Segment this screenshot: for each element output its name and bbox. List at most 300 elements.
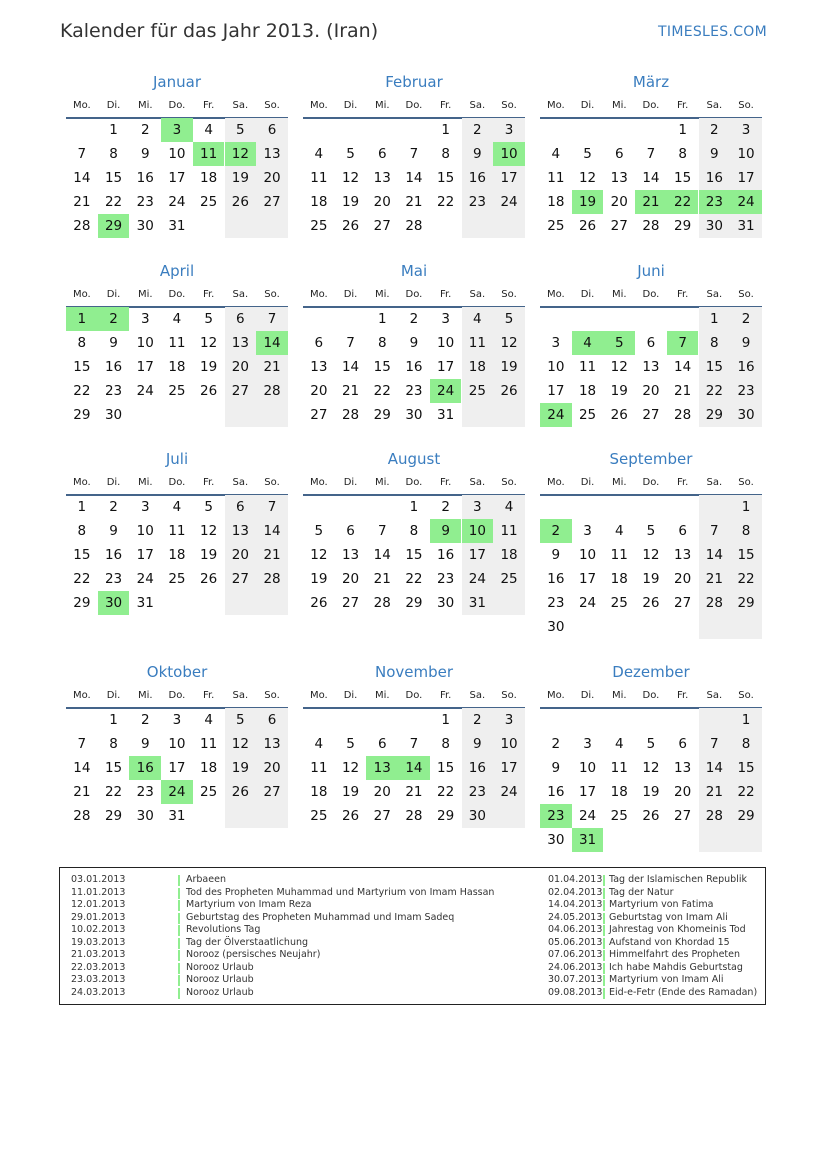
calendar-day: 24 bbox=[578, 595, 597, 611]
calendar-day: 6 bbox=[225, 495, 257, 519]
calendar-day: 1 bbox=[441, 122, 450, 138]
weekend-blank bbox=[699, 828, 731, 852]
calendar-day: 13 bbox=[674, 547, 692, 563]
calendar-day: 31 bbox=[136, 595, 154, 611]
weekday-label: So. bbox=[738, 289, 754, 300]
month-name: Juli bbox=[165, 450, 189, 468]
weekday-label: Mi. bbox=[137, 690, 153, 701]
calendar-day: 1 bbox=[730, 495, 762, 519]
holiday-marker bbox=[178, 913, 180, 924]
calendar-day: 25 bbox=[547, 218, 565, 234]
weekday-label: Mi. bbox=[374, 100, 390, 111]
weekday-label: Do. bbox=[405, 477, 423, 488]
calendar-day: 20 bbox=[642, 383, 660, 399]
holiday-name: Tag der Islamischen Republik bbox=[609, 874, 747, 885]
calendar-day: 12 bbox=[310, 547, 328, 563]
weekday-label: Mo. bbox=[309, 477, 328, 488]
holiday-date: 11.01.2013 bbox=[71, 886, 126, 898]
calendar-day: 23 bbox=[136, 194, 154, 210]
holiday-day: 23 bbox=[540, 804, 572, 828]
calendar-day: 17 bbox=[437, 359, 455, 375]
calendar-day: 25 bbox=[578, 407, 597, 423]
calendar-day: 5 bbox=[646, 523, 656, 539]
calendar-day: 29 bbox=[699, 403, 731, 427]
calendar-day: 11 bbox=[578, 359, 597, 375]
calendar-day: 19 bbox=[341, 194, 360, 210]
calendar-day: 31 bbox=[168, 218, 186, 234]
calendar-day: 25 bbox=[493, 567, 525, 591]
weekday-label: Do. bbox=[642, 690, 660, 701]
holiday-date: 23.03.2013 bbox=[71, 974, 126, 985]
calendar-day: 23 bbox=[405, 383, 423, 399]
month-name: September bbox=[609, 450, 693, 468]
calendar-day: 28 bbox=[373, 595, 391, 611]
holiday-date: 04.06.2013 bbox=[548, 924, 603, 935]
calendar-day: 29 bbox=[730, 591, 762, 615]
weekend-blank bbox=[256, 214, 288, 238]
calendar-day: 22 bbox=[730, 567, 762, 591]
calendar-day: 8 bbox=[409, 523, 419, 539]
weekend-blank bbox=[493, 591, 525, 615]
calendar-day: 14 bbox=[73, 760, 91, 776]
calendar-day: 2 bbox=[441, 499, 450, 515]
calendar-day: 18 bbox=[168, 359, 186, 375]
calendar-day: 5 bbox=[583, 146, 592, 162]
month-name: April bbox=[159, 262, 195, 280]
calendar-day: 25 bbox=[610, 595, 628, 611]
calendar-day: 11 bbox=[168, 523, 186, 539]
calendar-day: 27 bbox=[225, 567, 257, 591]
calendar-day: 23 bbox=[104, 571, 123, 587]
weekday-label: Do. bbox=[405, 100, 423, 111]
holiday-day: 4 bbox=[572, 331, 604, 355]
calendar-day: 4 bbox=[614, 523, 624, 539]
month-name: Februar bbox=[385, 73, 443, 91]
calendar-day: 30 bbox=[437, 595, 455, 611]
calendar-day: 5 bbox=[346, 736, 355, 752]
calendar-day: 29 bbox=[674, 218, 692, 234]
weekday-label: Sa. bbox=[469, 477, 486, 488]
calendar-day: 22 bbox=[104, 784, 123, 800]
calendar-day: 17 bbox=[547, 383, 565, 399]
weekday-label: Di. bbox=[580, 289, 595, 300]
calendar-day: 27 bbox=[674, 595, 692, 611]
calendar-day: 4 bbox=[172, 499, 182, 515]
calendar-day: 16 bbox=[104, 547, 123, 563]
weekday-label: Fr. bbox=[439, 477, 452, 488]
holiday-date: 09.08.2013 bbox=[548, 986, 603, 998]
calendar-day: 26 bbox=[642, 595, 660, 611]
calendar-day: 20 bbox=[373, 784, 391, 800]
calendar-day: 8 bbox=[77, 335, 87, 351]
holiday-name: Himmelfahrt des Propheten bbox=[609, 949, 741, 960]
weekend-blank bbox=[225, 804, 257, 828]
calendar-day: 23 bbox=[462, 190, 494, 214]
weekday-label: Sa. bbox=[469, 690, 486, 701]
calendar-day: 1 bbox=[109, 712, 118, 728]
holiday-day: 3 bbox=[161, 118, 193, 142]
calendar-day: 16 bbox=[547, 784, 565, 800]
weekday-label: Mo. bbox=[72, 690, 91, 701]
calendar-day: 2 bbox=[462, 118, 494, 142]
calendar-day: 27 bbox=[256, 780, 288, 804]
month-oktober bbox=[66, 662, 288, 824]
calendar-day: 7 bbox=[646, 146, 656, 162]
calendar-day: 22 bbox=[437, 194, 455, 210]
holiday-marker bbox=[178, 950, 180, 961]
holiday-day: 22 bbox=[667, 190, 699, 214]
calendar-day: 20 bbox=[341, 571, 360, 587]
calendar-day: 4 bbox=[204, 712, 213, 728]
calendar-day: 22 bbox=[405, 571, 423, 587]
calendar-day: 18 bbox=[547, 194, 565, 210]
holiday-date: 24.05.2013 bbox=[548, 911, 603, 923]
calendar-day: 24 bbox=[462, 567, 494, 591]
calendar-day: 25 bbox=[462, 379, 494, 403]
calendar-day: 8 bbox=[699, 331, 731, 355]
calendar-day: 20 bbox=[225, 543, 257, 567]
calendar-day: 29 bbox=[373, 407, 391, 423]
weekday-label: Mi. bbox=[611, 100, 627, 111]
month-name: Dezember bbox=[612, 663, 690, 681]
calendar-day: 9 bbox=[109, 335, 118, 351]
holiday-date: 22.03.2013 bbox=[71, 961, 126, 973]
weekday-label: Di. bbox=[106, 289, 121, 300]
holiday-day: 24 bbox=[161, 780, 193, 804]
calendar-day: 21 bbox=[341, 383, 360, 399]
calendar-day: 21 bbox=[699, 780, 731, 804]
calendar-day: 15 bbox=[73, 547, 91, 563]
calendar-day: 28 bbox=[674, 407, 692, 423]
calendar-day: 28 bbox=[405, 808, 423, 824]
calendar-day: 1 bbox=[409, 499, 419, 515]
holiday-name: Martyrium von Fatima bbox=[609, 899, 714, 910]
weekday-label: Fr. bbox=[202, 289, 215, 300]
calendar-day: 20 bbox=[610, 194, 628, 210]
holiday-marker bbox=[178, 888, 180, 899]
calendar-day: 10 bbox=[547, 359, 565, 375]
calendar-day: 8 bbox=[730, 732, 762, 756]
calendar-day: 14 bbox=[699, 756, 731, 780]
calendar-day: 22 bbox=[699, 379, 731, 403]
calendar-day: 28 bbox=[699, 804, 731, 828]
month-name: November bbox=[374, 663, 454, 681]
weekday-label: Mi. bbox=[611, 477, 627, 488]
weekend-blank bbox=[225, 214, 257, 238]
calendar-day: 23 bbox=[730, 379, 762, 403]
weekday-label: Fr. bbox=[202, 100, 215, 111]
calendar-day: 27 bbox=[225, 379, 257, 403]
holiday-marker bbox=[603, 963, 605, 974]
calendar-day: 26 bbox=[200, 383, 218, 399]
weekday-label: Mi. bbox=[374, 477, 390, 488]
calendar-day: 5 bbox=[346, 146, 355, 162]
calendar-day: 15 bbox=[104, 170, 123, 186]
calendar-day: 15 bbox=[730, 543, 762, 567]
calendar-day: 1 bbox=[109, 122, 118, 138]
calendar-day: 4 bbox=[614, 736, 624, 752]
calendar-day: 14 bbox=[256, 519, 288, 543]
calendar-day: 30 bbox=[699, 214, 731, 238]
calendar-day: 11 bbox=[310, 170, 328, 186]
calendar-day: 12 bbox=[642, 547, 660, 563]
calendar-day: 17 bbox=[136, 547, 154, 563]
calendar-day: 9 bbox=[462, 142, 494, 166]
calendar-day: 27 bbox=[610, 218, 628, 234]
holiday-marker bbox=[178, 900, 180, 911]
calendar-day: 19 bbox=[642, 784, 660, 800]
calendar-day: 15 bbox=[437, 170, 455, 186]
calendar-day: 6 bbox=[377, 736, 387, 752]
weekday-label: Mi. bbox=[611, 690, 627, 701]
calendar-day: 21 bbox=[699, 567, 731, 591]
calendar-day: 21 bbox=[405, 784, 423, 800]
calendar-day: 27 bbox=[642, 407, 660, 423]
calendar-day: 25 bbox=[610, 808, 628, 824]
calendar-day: 10 bbox=[168, 146, 186, 162]
weekday-label: Do. bbox=[405, 690, 423, 701]
calendar-day: 15 bbox=[674, 170, 692, 186]
calendar-day: 7 bbox=[409, 146, 419, 162]
calendar-day: 3 bbox=[140, 311, 150, 327]
calendar-day: 15 bbox=[73, 359, 91, 375]
calendar-day: 11 bbox=[462, 331, 494, 355]
calendar-day: 15 bbox=[373, 359, 391, 375]
calendar-day: 27 bbox=[341, 595, 360, 611]
calendar-day: 7 bbox=[699, 519, 731, 543]
calendar-day: 13 bbox=[341, 547, 360, 563]
calendar-day: 18 bbox=[578, 383, 597, 399]
calendar-day: 27 bbox=[373, 218, 391, 234]
calendar-day: 26 bbox=[310, 595, 328, 611]
weekend-blank bbox=[493, 214, 525, 238]
calendar-day: 12 bbox=[341, 170, 360, 186]
holiday-day: 11 bbox=[193, 142, 225, 166]
calendar-day: 7 bbox=[346, 335, 355, 351]
calendar-day: 6 bbox=[678, 523, 687, 539]
calendar-day: 12 bbox=[610, 359, 628, 375]
calendar-day: 9 bbox=[409, 335, 419, 351]
weekday-label: Do. bbox=[168, 100, 186, 111]
calendar-day: 6 bbox=[225, 307, 257, 331]
calendar-day: 12 bbox=[493, 331, 525, 355]
calendar-day: 17 bbox=[168, 760, 186, 776]
holiday-marker bbox=[178, 938, 180, 949]
holiday-date: 14.04.2013 bbox=[548, 899, 603, 910]
holiday-day: 30 bbox=[98, 591, 130, 615]
calendar-day: 18 bbox=[168, 547, 186, 563]
weekend-blank bbox=[256, 591, 288, 615]
calendar-day: 30 bbox=[462, 804, 494, 828]
calendar-day: 17 bbox=[136, 359, 154, 375]
weekday-label: Sa. bbox=[706, 477, 723, 488]
weekday-label: Mi. bbox=[137, 100, 153, 111]
calendar-day: 20 bbox=[225, 355, 257, 379]
calendar-day: 24 bbox=[136, 571, 154, 587]
calendar-day: 2 bbox=[109, 499, 118, 515]
calendar-day: 19 bbox=[642, 571, 660, 587]
calendar-day: 24 bbox=[493, 190, 525, 214]
calendar-day: 2 bbox=[462, 708, 494, 732]
calendar-day: 8 bbox=[109, 146, 118, 162]
calendar-day: 2 bbox=[551, 736, 561, 752]
calendar-day: 1 bbox=[678, 122, 687, 138]
holiday-name: Geburtstag des Propheten Muhammad und Imam Sadeq bbox=[186, 911, 455, 923]
calendar-day: 28 bbox=[699, 591, 731, 615]
calendar-day: 10 bbox=[136, 523, 154, 539]
calendar-day: 18 bbox=[462, 355, 494, 379]
weekday-label: Fr. bbox=[439, 289, 452, 300]
holiday-day: 2 bbox=[98, 307, 130, 331]
holiday-marker bbox=[178, 925, 180, 936]
holiday-name: Tod des Propheten Muhammad und Martyrium von Imam Hassan bbox=[186, 886, 495, 898]
calendar-day: 26 bbox=[341, 808, 360, 824]
month-februar bbox=[303, 72, 525, 234]
calendar-day: 23 bbox=[462, 780, 494, 804]
calendar-day: 16 bbox=[547, 571, 565, 587]
calendar-day: 9 bbox=[462, 732, 494, 756]
weekday-label: So. bbox=[264, 289, 280, 300]
month-januar bbox=[66, 72, 288, 234]
calendar-day: 2 bbox=[730, 307, 762, 331]
weekday-label: Mi. bbox=[374, 690, 390, 701]
calendar-day: 30 bbox=[136, 808, 154, 824]
calendar-day: 16 bbox=[699, 166, 731, 190]
month-märz bbox=[540, 72, 762, 234]
calendar-day: 10 bbox=[578, 547, 597, 563]
calendar-day: 10 bbox=[437, 335, 455, 351]
holiday-name: Norooz (persisches Neujahr) bbox=[186, 949, 321, 960]
holiday-day: 7 bbox=[667, 331, 699, 355]
calendar-day: 30 bbox=[547, 832, 565, 848]
calendar-day: 7 bbox=[77, 736, 87, 752]
calendar-day: 28 bbox=[256, 567, 288, 591]
calendar-day: 17 bbox=[493, 166, 525, 190]
month-name: Januar bbox=[153, 73, 201, 91]
calendar-day: 6 bbox=[346, 523, 355, 539]
calendar-day: 29 bbox=[730, 804, 762, 828]
calendar-day: 26 bbox=[341, 218, 360, 234]
weekday-label: So. bbox=[501, 690, 517, 701]
weekday-label: Mo. bbox=[72, 100, 91, 111]
calendar-day: 19 bbox=[225, 756, 257, 780]
weekday-label: Fr. bbox=[202, 477, 215, 488]
calendar-day: 22 bbox=[437, 784, 455, 800]
calendar-day: 6 bbox=[614, 146, 624, 162]
weekend-blank bbox=[493, 804, 525, 828]
holiday-marker bbox=[178, 875, 180, 886]
calendar-day: 21 bbox=[373, 571, 391, 587]
calendar-day: 8 bbox=[441, 736, 450, 752]
holiday-marker bbox=[603, 888, 605, 899]
weekday-label: Mo. bbox=[546, 100, 565, 111]
calendar-day: 24 bbox=[578, 808, 597, 824]
calendar-day: 30 bbox=[104, 407, 123, 423]
holiday-date: 30.07.2013 bbox=[548, 974, 603, 985]
calendar-day: 6 bbox=[314, 335, 324, 351]
calendar-day: 9 bbox=[551, 760, 561, 776]
holiday-name: Revolutions Tag bbox=[186, 924, 261, 935]
calendar-day: 23 bbox=[104, 383, 123, 399]
calendar-day: 11 bbox=[610, 547, 628, 563]
holiday-day: 24 bbox=[430, 379, 462, 403]
weekday-label: So. bbox=[738, 477, 754, 488]
calendar-day: 13 bbox=[373, 170, 391, 186]
calendar-day: 1 bbox=[377, 311, 387, 327]
calendar-day: 4 bbox=[493, 495, 525, 519]
calendar-day: 29 bbox=[73, 595, 91, 611]
calendar-day: 26 bbox=[642, 808, 660, 824]
calendar-day: 11 bbox=[200, 736, 218, 752]
brand-link[interactable]: TIMESLES.COM bbox=[658, 24, 767, 40]
calendar-day: 14 bbox=[699, 543, 731, 567]
month-juni bbox=[540, 261, 762, 423]
weekend-blank bbox=[730, 615, 762, 639]
calendar-day: 22 bbox=[373, 383, 391, 399]
holiday-date: 21.03.2013 bbox=[71, 949, 126, 960]
holiday-marker bbox=[603, 875, 605, 886]
calendar-day: 30 bbox=[405, 407, 423, 423]
holiday-date: 10.02.2013 bbox=[71, 924, 126, 935]
month-name: Mai bbox=[400, 262, 428, 280]
calendar-day: 9 bbox=[699, 142, 731, 166]
calendar-day: 26 bbox=[225, 190, 257, 214]
month-juli bbox=[66, 449, 288, 611]
weekend-blank bbox=[699, 495, 731, 519]
calendar-day: 19 bbox=[310, 571, 328, 587]
holiday-day: 23 bbox=[699, 190, 731, 214]
calendar-day: 20 bbox=[256, 166, 288, 190]
weekend-blank bbox=[493, 403, 525, 427]
calendar-day: 12 bbox=[642, 760, 660, 776]
calendar-day: 29 bbox=[437, 808, 455, 824]
calendar-day: 1 bbox=[730, 708, 762, 732]
weekday-label: Mi. bbox=[611, 289, 627, 300]
calendar-day: 22 bbox=[73, 571, 91, 587]
weekend-blank bbox=[225, 403, 257, 427]
month-name: Juni bbox=[637, 262, 665, 280]
weekday-label: Mo. bbox=[309, 100, 328, 111]
calendar-day: 10 bbox=[136, 335, 154, 351]
holiday-date: 29.01.2013 bbox=[71, 911, 126, 923]
holiday-date: 24.06.2013 bbox=[548, 961, 603, 973]
holiday-day: 24 bbox=[540, 403, 572, 427]
holiday-day: 2 bbox=[540, 519, 572, 543]
month-name: August bbox=[387, 450, 441, 468]
calendar-day: 31 bbox=[437, 407, 455, 423]
calendar-day: 31 bbox=[730, 214, 762, 238]
calendar-day: 8 bbox=[77, 523, 87, 539]
holiday-day: 14 bbox=[398, 756, 430, 780]
calendar-day: 28 bbox=[405, 218, 423, 234]
month-name: März bbox=[632, 73, 670, 91]
calendar-day: 3 bbox=[493, 118, 525, 142]
calendar-day: 14 bbox=[73, 170, 91, 186]
holiday-date: 19.03.2013 bbox=[71, 936, 126, 948]
calendar-day: 7 bbox=[256, 307, 288, 331]
calendar-day: 1 bbox=[441, 712, 450, 728]
weekday-label: Do. bbox=[168, 289, 186, 300]
weekday-label: Fr. bbox=[676, 477, 689, 488]
calendar-day: 8 bbox=[730, 519, 762, 543]
calendar-day: 10 bbox=[168, 736, 186, 752]
calendar-day: 23 bbox=[136, 784, 154, 800]
holiday-day: 21 bbox=[635, 190, 667, 214]
calendar-day: 10 bbox=[578, 760, 597, 776]
holiday-name: Tag der Natur bbox=[609, 886, 674, 898]
calendar-day: 13 bbox=[225, 519, 257, 543]
weekend-blank bbox=[699, 615, 731, 639]
